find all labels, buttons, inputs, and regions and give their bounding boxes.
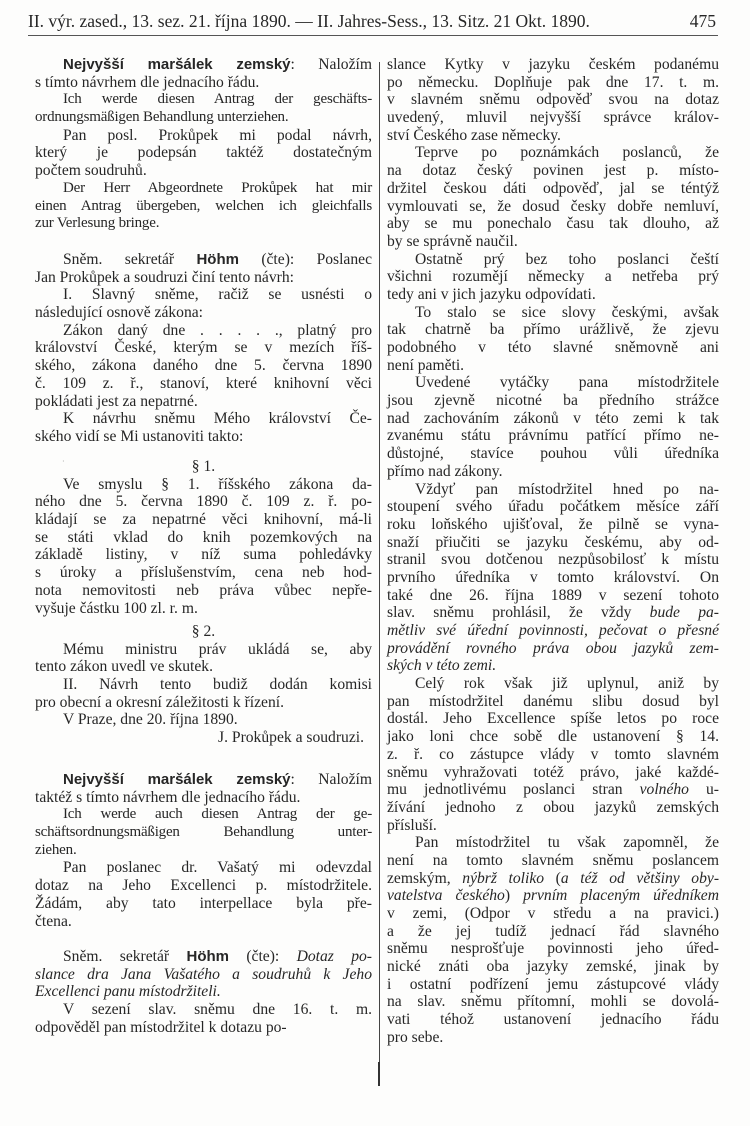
text-line: zur Verlesung bringe. [35, 215, 160, 232]
italic-text: ských v této zemi. [387, 657, 497, 675]
paragraph [35, 1001, 372, 1036]
text-line: II. Návrh tento budiž dodán komisi [63, 676, 372, 694]
italic-text: Excellenci panu místodržiteli. [35, 983, 221, 1001]
text-line: přísluší. [387, 816, 437, 834]
text-line: snaží přiučiti se jazyku českému, aby od- [387, 533, 719, 551]
paragraph [35, 127, 372, 180]
text-line: se státi vklad do knih pozemkových na [35, 528, 372, 546]
text-run: ) [504, 887, 524, 905]
text-line [387, 622, 719, 640]
paragraph [387, 481, 719, 676]
text-line: Ich werde diesen Antrag der geschäfts- [63, 91, 372, 108]
text-line: tento zákon uvedl ve skutek. [35, 658, 213, 676]
text-line: § 2. [191, 623, 216, 640]
text-line: Der Herr Abgeordnete Prokůpek hat mir [63, 179, 372, 196]
text-line: slance Kytky v jazyku českém podanému [387, 56, 719, 73]
text-run: slav. sněmu prohlásil, že vždy [387, 604, 650, 622]
text-line: jako loni chce sobě dle ustanovení § 14. [387, 728, 719, 746]
text-line [35, 966, 372, 984]
text-run: : Naložím [290, 771, 372, 788]
text-line: vati téhož ustanovení jednacího řádu [387, 1011, 719, 1029]
section-heading [35, 458, 372, 476]
text-line [35, 56, 372, 74]
text-line: taktéž s tímto návrhem dle jednacího řádu. [35, 788, 301, 806]
text-line: V sezení slav. sněmu dne 16. t. m. [63, 1001, 372, 1019]
text-line: Žádám, aby tato interpellace byla pře- [35, 894, 372, 912]
italic-text: bude pa- [649, 604, 719, 622]
text-line: nota nemovitosti neb práva vůbec nepře- [35, 581, 372, 599]
italic-text: prvním placeným úředníkem [523, 887, 719, 905]
text-line: ského vidí se Mi ustanoviti takto: [35, 427, 244, 445]
text-line: schäftsordnungsmäßigen Behandlung unter- [35, 824, 372, 841]
text-line [387, 604, 719, 622]
text-line: ného dne 5. června 1890 č. 109 z. ř. po- [35, 493, 372, 511]
text-line: sněmu vyhražovati totéž právo, jaké každé- [387, 763, 719, 781]
text-line: vymlouvati se, že dosud česky dobře nemluví, [387, 197, 719, 215]
section-1 [35, 458, 372, 617]
text-run: mu jednotlivému poslanci stran [387, 781, 640, 799]
paragraph [35, 771, 372, 806]
print-speck: · [62, 457, 65, 466]
text-line: ordnungsmäßigen Behandlung unterziehen. [35, 109, 289, 126]
text-line: následující osnově zákona: [35, 304, 204, 322]
paragraph [35, 806, 372, 859]
text-line [387, 870, 719, 888]
text-line: Zákon daný dne . . . . ., platný pro [63, 321, 372, 339]
text-line: To stalo se sice slovy českými, avšak [415, 303, 719, 321]
italic-text: mětliv své úřední povinnosti, pečovat o přesné [387, 622, 719, 639]
italic-text: provádění rovného práva obou jazyků zem- [387, 639, 719, 657]
text-run: zemským, [387, 869, 463, 887]
speaker-name: Nejvyšší maršálek zemský [63, 771, 291, 788]
text-line: také dne 26. října 1889 v sezení tohoto [387, 586, 719, 604]
paragraph [35, 859, 372, 930]
text-line: § 1. [191, 458, 216, 475]
text-line: z. ř. co zástupce vlády v tomto slavném [387, 745, 719, 763]
text-line [387, 781, 719, 799]
text-run: : Naložím [290, 56, 372, 73]
text-line: a že jej tudíž jednací řád slavného [387, 922, 719, 940]
text-line [387, 640, 719, 658]
text-line: čtena. [35, 912, 72, 930]
text-line: dostál. Jeho Excellence spíše letos po roce [387, 710, 719, 728]
text-line: který je podepsán taktéž dostatečným [35, 144, 372, 162]
paragraph [387, 374, 719, 480]
text-line: pan místodržitel danému slibu dosud byl [387, 692, 719, 710]
text-line: aby se mu ponechalo času tak dlouho, až [387, 215, 719, 233]
paragraph [387, 675, 719, 834]
text-line: Mému ministru práv ukládá se, aby [63, 640, 372, 658]
text-line: Ve smyslu § 1. říšského zákona da- [63, 475, 372, 493]
paragraph [35, 676, 372, 711]
paragraph [35, 180, 372, 233]
text-line: království České, kterým se v mezích říš- [35, 339, 372, 357]
paragraph [35, 711, 372, 729]
italic-text: vatelstva českého [387, 887, 505, 905]
text-run: (čte): [228, 948, 297, 965]
italic-text: volného [639, 781, 689, 799]
text-line: ství Českého zase německy. [387, 126, 561, 144]
text-run: ( [544, 869, 561, 887]
text-line: držitel českou dáti odpověď, jal se téntýž [387, 179, 719, 197]
text-line: pokládati jest za nepatrné. [35, 392, 198, 410]
text-run: u- [688, 781, 720, 799]
text-line: ského, zákona daného dne 5. června 1890 [35, 357, 372, 375]
text-line: Vždyť pan místodržitel hned po na- [415, 480, 719, 498]
text-line: počtem soudruhů. [35, 162, 147, 180]
text-line: i ostatní podřízení jemu zástupcové vlády [387, 975, 719, 993]
text-line: žívání jednoho z obou jazyků zemských [387, 798, 719, 816]
text-line: Uvedené vytáčky pana místodržitele [415, 374, 719, 392]
paragraph [387, 304, 719, 375]
text-line: ziehen. [35, 841, 77, 858]
paragraph [387, 56, 719, 144]
italic-text: a též od většiny oby- [560, 869, 720, 887]
paragraph [35, 948, 372, 1001]
text-line [35, 251, 372, 269]
text-line: Celý rok však již uplynul, aniž by [415, 675, 719, 693]
text-line: J. Prokůpek a soudruzi. [218, 729, 364, 747]
text-line: základě listiny, v níž suma pohledávky [35, 546, 372, 564]
text-line [387, 887, 719, 905]
paragraph [35, 56, 372, 91]
column-divider [379, 62, 380, 1062]
text-line: stoupení svého úřadu počátkem měsíce září [387, 498, 719, 516]
text-line: není na tomto slavném sněmu poslancem [387, 851, 719, 869]
text-line: jsou zjevně nicotné ba předního strážce [387, 392, 719, 410]
text-line: č. 109 z. ř., stanoví, které knihovní věci [35, 374, 372, 392]
text-line: Ich werde auch diesen Antrag der ge- [63, 806, 372, 823]
text-line: nické znáti oba jazyky zemské, jinak by [387, 958, 719, 976]
text-line [35, 948, 372, 966]
text-run: Sněm. sekretář [63, 251, 197, 268]
text-line: Teprve po poznámkách poslanců, že [415, 144, 719, 162]
text-line: všichni rozumějí německy a netřeba prý [387, 268, 719, 286]
motion-text [35, 251, 372, 446]
text-line: tak chatrně ba přímo urážlivě, že zjevu [387, 321, 719, 339]
text-line: Pan místodržitel tu však zapomněl, že [415, 834, 719, 852]
text-line: v slavném sněmu odpověď svou na dotaz [387, 91, 719, 109]
text-line: pro sebe. [387, 1028, 444, 1046]
text-line: přímo nad zákony. [387, 462, 503, 480]
text-line: na dotaz český povinen jest p. místo- [387, 162, 719, 180]
text-line: Jan Prokůpek a soudruzi činí tento návrh: [35, 268, 294, 286]
paragraph [35, 251, 372, 286]
speaker-name: Höhm [186, 948, 229, 965]
text-line: I. Slavný sněme, račiž se usnésti o [63, 286, 372, 304]
paragraph [387, 251, 719, 304]
signature [35, 729, 372, 747]
text-line: podobného v této slavné sněmovně ani [387, 339, 719, 356]
text-line [387, 657, 719, 675]
text-line: v zemi, (Odpor v středu a na pravici.) [387, 905, 719, 922]
text-line: tedy ani v jich jazyku odpovídati. [387, 285, 596, 303]
marshal-statement-1 [35, 56, 372, 233]
text-line: dotaz na Jeho Excellenci p. místodržitele. [35, 877, 372, 895]
paragraph [35, 476, 372, 618]
text-line: zvanému státu právnímu patřící přímo ne- [387, 427, 719, 445]
text-line: prvního úředníka v tomto království. On [387, 568, 719, 586]
paragraph [35, 410, 372, 445]
text-line: odpověděl pan místodržitel k dotazu po- [35, 1018, 287, 1036]
text-line [35, 771, 372, 789]
header-rule [28, 35, 718, 36]
text-run: Sněm. sekretář [63, 948, 187, 965]
text-line: einen Antrag übergeben, welchen ich gleichfalls [35, 197, 372, 214]
interpellation-continued [387, 56, 719, 1047]
paragraph [35, 641, 372, 676]
text-line: K návrhu sněmu Mého království Če- [63, 410, 372, 428]
section-heading [35, 623, 372, 641]
paragraph [35, 91, 372, 126]
text-line: uvedený, mluvil nejvyšší správce králov- [387, 109, 719, 127]
text-line: není paměti. [387, 356, 465, 374]
interpellation-start [35, 948, 372, 1036]
text-line: na slav. sněmu přítomní, mohli se dovolá- [387, 993, 719, 1011]
speaker-name: Nejvyšší maršálek zemský [63, 56, 291, 73]
page-number: 475 [689, 10, 716, 31]
paragraph [387, 834, 719, 1046]
italic-text: slance dra Jana Vašatého a soudruhů k Jeho [35, 965, 372, 983]
text-line: Pan posl. Prokůpek mi podal návrh, [63, 126, 372, 144]
section-2 [35, 623, 372, 747]
text-line: sněmu nesprošťuje povinnosti jeho úřed- [387, 940, 719, 958]
column-divider-end [378, 1062, 380, 1086]
italic-text: nýbrž toliko [462, 869, 545, 887]
text-line: s tímto návrhem dle jednacího řádu. [35, 73, 260, 91]
text-run: (čte): Poslanec [238, 251, 372, 268]
text-line: roku loňského ujišťoval, že pilně se vyna- [387, 515, 719, 533]
header-title: II. výr. zased., 13. sez. 21. října 1890. — II. Jahres-Sess., 13. Sitz. 21 Okt. 1890. [28, 10, 590, 31]
running-header [28, 8, 716, 34]
text-line: V Praze, dne 20. října 1890. [63, 711, 238, 729]
paragraph [35, 322, 372, 410]
text-line: nad zachováním zákonů v této zemi k tak [387, 409, 719, 427]
italic-text: Dotaz po- [296, 948, 372, 965]
text-line: Ostatně prý bez toho poslanci čeští [415, 250, 719, 268]
text-line [35, 983, 372, 1001]
text-line: vyšuje částku 100 zl. r. m. [35, 599, 198, 617]
text-line: Pan poslanec dr. Vašatý mi odevzdal [63, 859, 372, 877]
text-line: pro obecní a okresní záležitosti k řízení. [35, 693, 284, 711]
text-line: stranil svou dotčenou nezpůsobilosť k místu [387, 551, 719, 569]
text-line: po německu. Doplňuje pak dne 17. t. m. [387, 73, 719, 91]
text-line: s úroky a příslušenstvím, cena neb hod- [35, 564, 372, 582]
paragraph [35, 286, 372, 321]
paragraph [387, 144, 719, 250]
marshal-statement-2 [35, 771, 372, 930]
text-line: důstojné, stavíce pouhou vůli úředníka [387, 445, 719, 463]
text-line: by se správně naučil. [387, 232, 518, 250]
speaker-name: Höhm [196, 251, 239, 268]
text-line: kládají se za nepatrné věci knihovní, má-li [35, 511, 372, 529]
